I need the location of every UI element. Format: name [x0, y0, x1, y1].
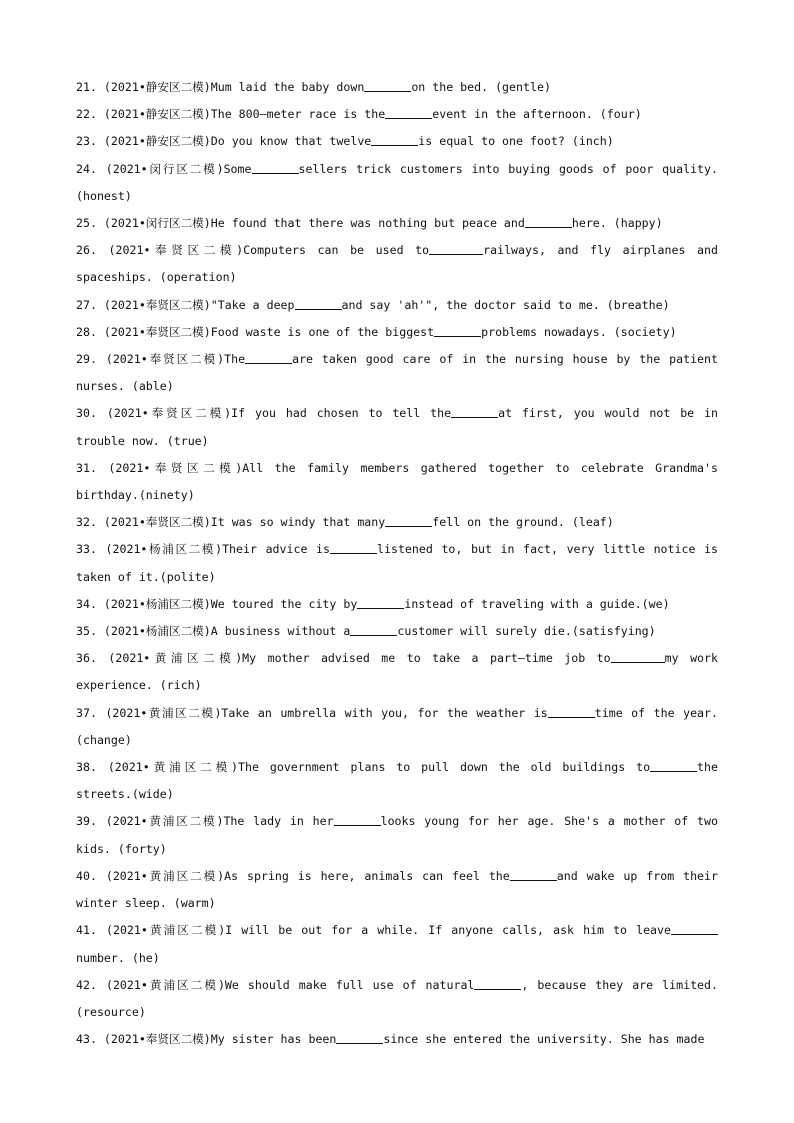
- exercise-item-37: [76, 700, 718, 754]
- answer-blank[interactable]: [350, 634, 397, 636]
- item-text: at first, you would not be in trouble now.: [76, 406, 719, 448]
- word-hint: (able): [131, 379, 174, 394]
- answer-blank[interactable]: [525, 226, 572, 228]
- item-text: sellers trick customers into buying goods of poor quality.: [298, 161, 718, 176]
- item-text: railways, and fly airplanes and spaceships.: [76, 243, 718, 285]
- exercise-item-38: [76, 754, 718, 808]
- item-text: listened to, but in fact, very little notice is taken of it.: [76, 542, 719, 584]
- item-text: 28. (2021•奉贤区二模)Food waste is one of the biggest: [76, 324, 435, 339]
- item-text: 35. (2021•杨浦区二模)A business without a: [76, 624, 351, 639]
- answer-blank[interactable]: [334, 824, 381, 826]
- exercise-item-41: [76, 917, 718, 971]
- exercise-item-33: [76, 536, 718, 590]
- exercise-item-23: [76, 128, 718, 155]
- item-text: 24. (2021•闵行区二模)Some: [76, 161, 252, 176]
- item-text: fell on the ground.: [432, 515, 572, 530]
- item-text: 34. (2021•杨浦区二模)We toured the city by: [76, 596, 358, 611]
- item-text: 40. (2021•黄浦区二模)As spring is here, animals can feel the: [76, 868, 510, 883]
- word-hint: (ninety): [138, 488, 195, 503]
- answer-blank[interactable]: [434, 335, 481, 337]
- answer-blank[interactable]: [371, 144, 418, 146]
- item-text: the streets.: [76, 760, 718, 802]
- word-hint: (warm): [173, 896, 216, 911]
- item-text: instead of traveling with a guide.: [404, 596, 642, 611]
- answer-blank[interactable]: [357, 607, 404, 609]
- item-text: event in the afternoon.: [432, 107, 600, 122]
- item-text: 43. (2021•奉贤区二模)My sister has been: [76, 1032, 337, 1047]
- exercise-item-43: [76, 1026, 718, 1053]
- exercise-item-40: [76, 863, 718, 917]
- item-text: here.: [571, 216, 614, 231]
- word-hint: (rich): [159, 678, 202, 693]
- exercise-item-28: [76, 319, 718, 346]
- word-hint: (polite): [159, 569, 216, 584]
- word-hint: (he): [131, 950, 160, 965]
- answer-blank[interactable]: [364, 90, 411, 92]
- item-text: 25. (2021•闵行区二模)He found that there was nothing but peace and: [76, 216, 525, 231]
- answer-blank[interactable]: [671, 933, 718, 935]
- word-hint: (inch): [571, 134, 614, 149]
- item-text: my work experience.: [76, 651, 718, 693]
- word-hint: (satisfying): [571, 624, 656, 639]
- item-text: 37. (2021•黄浦区二模)Take an umbrella with you, for the weather is: [76, 705, 548, 720]
- exercise-item-35: [76, 618, 718, 645]
- item-text: 22. (2021•静安区二模)The 800–meter race is the: [76, 107, 386, 122]
- answer-blank[interactable]: [650, 770, 697, 772]
- word-hint: (true): [166, 433, 209, 448]
- item-text: time of the year.: [594, 705, 718, 720]
- exercise-item-30: [76, 400, 718, 454]
- exercise-item-36: [76, 645, 718, 699]
- word-hint: (change): [76, 732, 132, 747]
- exercise-item-27: [76, 292, 718, 319]
- item-text: 41. (2021•黄浦区二模)I will be out for a while. If anyone calls, ask him to leave: [76, 923, 671, 938]
- item-text: 23. (2021•静安区二模)Do you know that twelve: [76, 134, 372, 149]
- exercise-item-31: [76, 455, 718, 509]
- exercise-item-34: [76, 591, 718, 618]
- answer-blank[interactable]: [330, 552, 377, 554]
- word-hint: (breathe): [606, 297, 670, 312]
- word-hint: (leaf): [571, 515, 614, 530]
- word-hint: (four): [599, 107, 642, 122]
- exercise-item-42: [76, 972, 718, 1026]
- answer-blank[interactable]: [385, 117, 432, 119]
- item-text: since she entered the university. She has made: [383, 1032, 705, 1047]
- word-hint: (society): [613, 324, 677, 339]
- word-hint: (forty): [117, 841, 167, 856]
- word-hint: (wide): [131, 787, 174, 802]
- exercise-item-29: [76, 346, 718, 400]
- answer-blank[interactable]: [451, 416, 498, 418]
- item-text: looks young for her age. She's a mother of two kids.: [76, 814, 718, 856]
- answer-blank[interactable]: [252, 172, 299, 174]
- item-text: are taken good care of in the nursing house by the patient nurses.: [76, 352, 718, 394]
- word-hint: (resource): [76, 1004, 146, 1019]
- item-text: number.: [76, 950, 132, 965]
- exercise-item-39: [76, 808, 718, 862]
- exercise-item-32: [76, 509, 718, 536]
- answer-blank[interactable]: [336, 1042, 383, 1044]
- exercise-item-21: [76, 74, 718, 101]
- item-text: 39. (2021•黄浦区二模)The lady in her: [76, 814, 334, 829]
- item-text: , because they are limited.: [521, 977, 718, 992]
- item-text: 31. (2021•奉贤区二模)All the family members gathered together to celebrate Grandma's birthday.: [76, 460, 718, 503]
- item-text: customer will surely die.: [397, 624, 572, 639]
- exercise-item-22: [76, 101, 718, 128]
- answer-blank[interactable]: [245, 362, 292, 364]
- answer-blank[interactable]: [611, 661, 665, 663]
- answer-blank[interactable]: [429, 253, 483, 255]
- item-text: problems nowadays.: [481, 324, 614, 339]
- answer-blank[interactable]: [295, 308, 342, 310]
- word-hint: (operation): [159, 270, 237, 285]
- item-text: 38. (2021•黄浦区二模)The government plans to pull down the old buildings to: [76, 760, 651, 775]
- item-text: is equal to one foot?: [418, 134, 572, 149]
- item-text: 29. (2021•奉贤区二模)The: [76, 352, 246, 367]
- item-text: 33. (2021•杨浦区二模)Their advice is: [76, 542, 331, 557]
- item-text: and say 'ah'", the doctor said to me.: [341, 297, 607, 312]
- answer-blank[interactable]: [474, 988, 521, 990]
- item-text: 21. (2021•静安区二模)Mum laid the baby down: [76, 80, 365, 94]
- item-text: 30. (2021•奉贤区二模)If you had chosen to tell the: [76, 406, 452, 421]
- answer-blank[interactable]: [510, 879, 557, 881]
- item-text: 42. (2021•黄浦区二模)We should make full use of natural: [76, 977, 475, 992]
- word-hint: (happy): [613, 216, 663, 231]
- item-text: 32. (2021•奉贤区二模)It was so windy that many: [76, 515, 386, 530]
- answer-blank[interactable]: [548, 716, 595, 718]
- word-hint: (gentle): [495, 80, 551, 94]
- item-text: 27. (2021•奉贤区二模)"Take a deep: [76, 297, 295, 312]
- item-text: 26. (2021•奉贤区二模)Computers can be used to: [76, 243, 430, 258]
- item-text: and wake up from their winter sleep.: [76, 868, 718, 911]
- exercise-item-25: [76, 210, 718, 237]
- exercise-item-26: [76, 237, 718, 291]
- word-hint: (we): [641, 596, 670, 611]
- item-text: 36. (2021•黄浦区二模)My mother advised me to take a part–time job to: [76, 651, 611, 666]
- item-text: on the bed.: [411, 80, 496, 94]
- word-hint: (honest): [76, 188, 132, 203]
- exercise-list: [76, 74, 718, 1053]
- answer-blank[interactable]: [385, 525, 432, 527]
- exercise-item-24: [76, 156, 718, 210]
